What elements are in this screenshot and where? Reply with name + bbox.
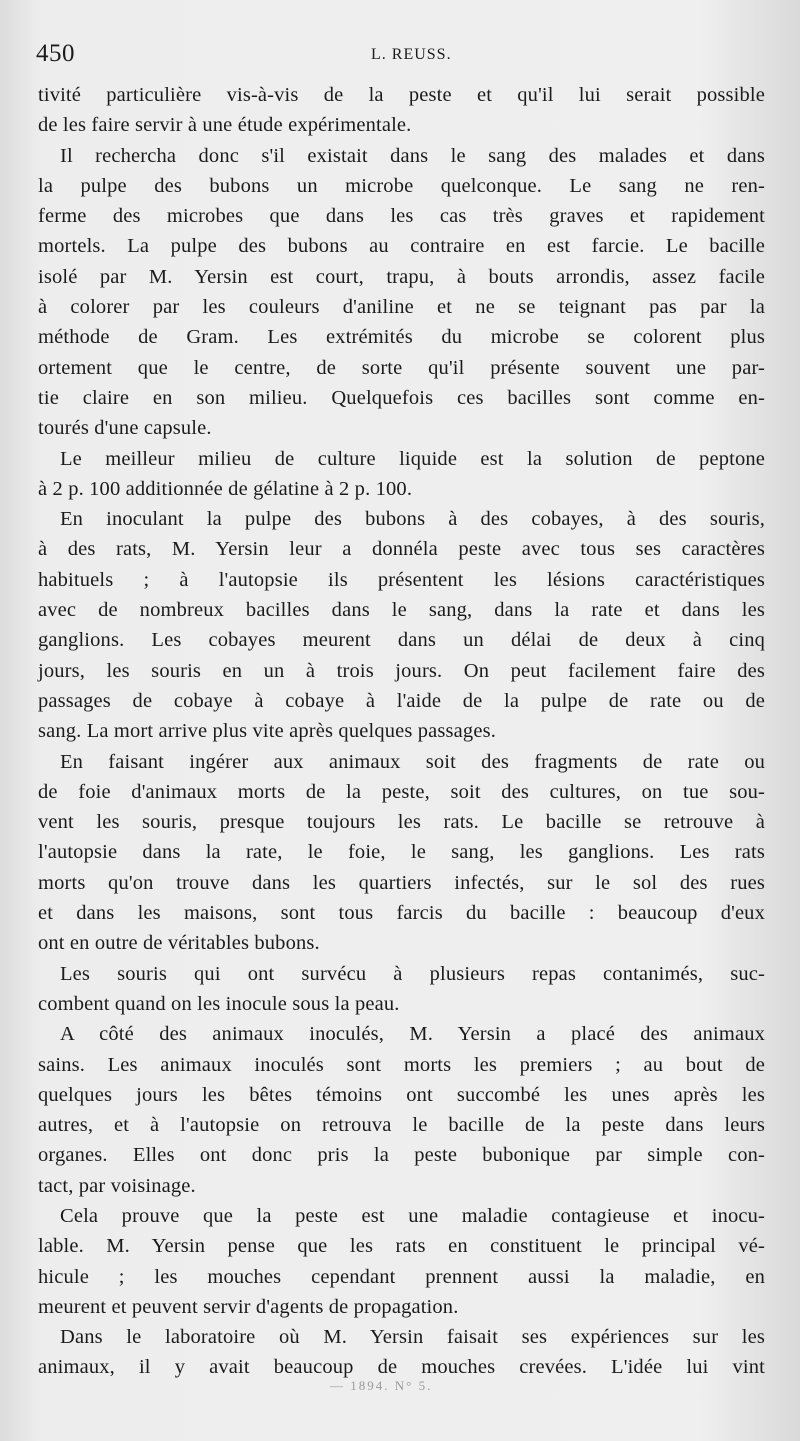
text-line: ortement que le centre, de sorte qu'il présente souvent une par- [38,356,765,379]
running-head: L. REUSS. [371,46,452,63]
text-line: autres, et à l'autopsie on retrouva le bacille de la peste dans leurs [38,1114,765,1137]
text-line: à colorer par les couleurs d'aniline et ne se teignant pas par la [38,296,765,319]
page-number: 450 [36,40,75,67]
text-line: organes. Elles ont donc pris la peste bubonique par simple con- [38,1144,765,1167]
text-line: vent les souris, presque toujours les rats. Le bacille se retrouve à [38,811,765,834]
body-text [38,80,765,1383]
bleed-through-footer: — 1894. N° 5. [330,1378,433,1393]
text-line: tact, par voisinage. [38,1174,196,1197]
text-line: l'autopsie dans la rate, le foie, le sang, les ganglions. Les rats [38,841,765,864]
text-line: morts qu'on trouve dans les quartiers infectés, sur le sol des rues [38,871,765,894]
text-line: En faisant ingérer aux animaux soit des fragments de rate ou [60,750,765,773]
text-line: quelques jours les bêtes témoins ont succombé les unes après les [38,1083,765,1106]
text-line: à des rats, M. Yersin leur a donnéla peste avec tous ses caractères [38,538,765,561]
text-line: Il rechercha donc s'il existait dans le sang des malades et dans [60,144,765,167]
text-line: En inoculant la pulpe des bubons à des cobayes, à des souris, [60,508,765,531]
text-line: hicule ; les mouches cependant prennent aussi la maladie, en [38,1265,765,1288]
text-line: A côté des animaux inoculés, M. Yersin a placé des animaux [60,1023,765,1046]
text-line: Les souris qui ont survécu à plusieurs repas contanimés, suc- [60,962,765,985]
text-line: tie claire en son milieu. Quelquefois ces bacilles sont comme en- [38,386,765,409]
text-line: lable. M. Yersin pense que les rats en constituent le principal vé- [38,1235,765,1258]
text-line: de foie d'animaux morts de la peste, soit des cultures, on tue sou- [38,780,765,803]
text-line: jours, les souris en un à trois jours. On peut facilement faire des [38,659,765,682]
text-line: combent quand on les inocule sous la peau. [38,992,400,1015]
text-line: et dans les maisons, sont tous farcis du bacille : beaucoup d'eux [38,902,765,925]
text-line: Le meilleur milieu de culture liquide est la solution de peptone [60,447,765,470]
text-line: tivité particulière vis-à-vis de la peste et qu'il lui serait possible [38,84,765,106]
text-line: isolé par M. Yersin est court, trapu, à bouts arrondis, assez facile [38,265,765,288]
text-line: animaux, il y avait beaucoup de mouches crevées. L'idée lui vint [38,1356,765,1379]
text-line: de les faire servir à une étude expérimentale. [38,114,412,137]
text-line: ganglions. Les cobayes meurent dans un délai de deux à cinq [38,629,765,652]
text-line: habituels ; à l'autopsie ils présentent les lésions caractéristiques [38,568,765,591]
text-line: sains. Les animaux inoculés sont morts les premiers ; au bout de [38,1053,765,1076]
text-line: ont en outre de véritables bubons. [38,932,320,955]
text-line: Cela prouve que la peste est une maladie contagieuse et inocu- [60,1204,765,1227]
text-line: Dans le laboratoire où M. Yersin faisait ses expériences sur les [60,1326,765,1349]
page-header [36,40,766,74]
text-line: la pulpe des bubons un microbe quelconque. Le sang ne ren- [38,174,765,197]
text-line: tourés d'une capsule. [38,417,212,440]
text-line: ferme des microbes que dans les cas très graves et rapidement [38,205,765,228]
text-line: sang. La mort arrive plus vite après quelques passages. [38,720,496,743]
text-line: meurent et peuvent servir d'agents de propagation. [38,1295,459,1318]
text-line: mortels. La pulpe des bubons au contraire en est farcie. Le bacille [38,235,765,258]
text-line: méthode de Gram. Les extrémités du microbe se colorent plus [38,326,765,349]
text-line: à 2 p. 100 additionnée de gélatine à 2 p. 100. [38,477,413,500]
text-line: avec de nombreux bacilles dans le sang, dans la rate et dans les [38,599,765,622]
text-line: passages de cobaye à cobaye à l'aide de la pulpe de rate ou de [38,689,765,712]
